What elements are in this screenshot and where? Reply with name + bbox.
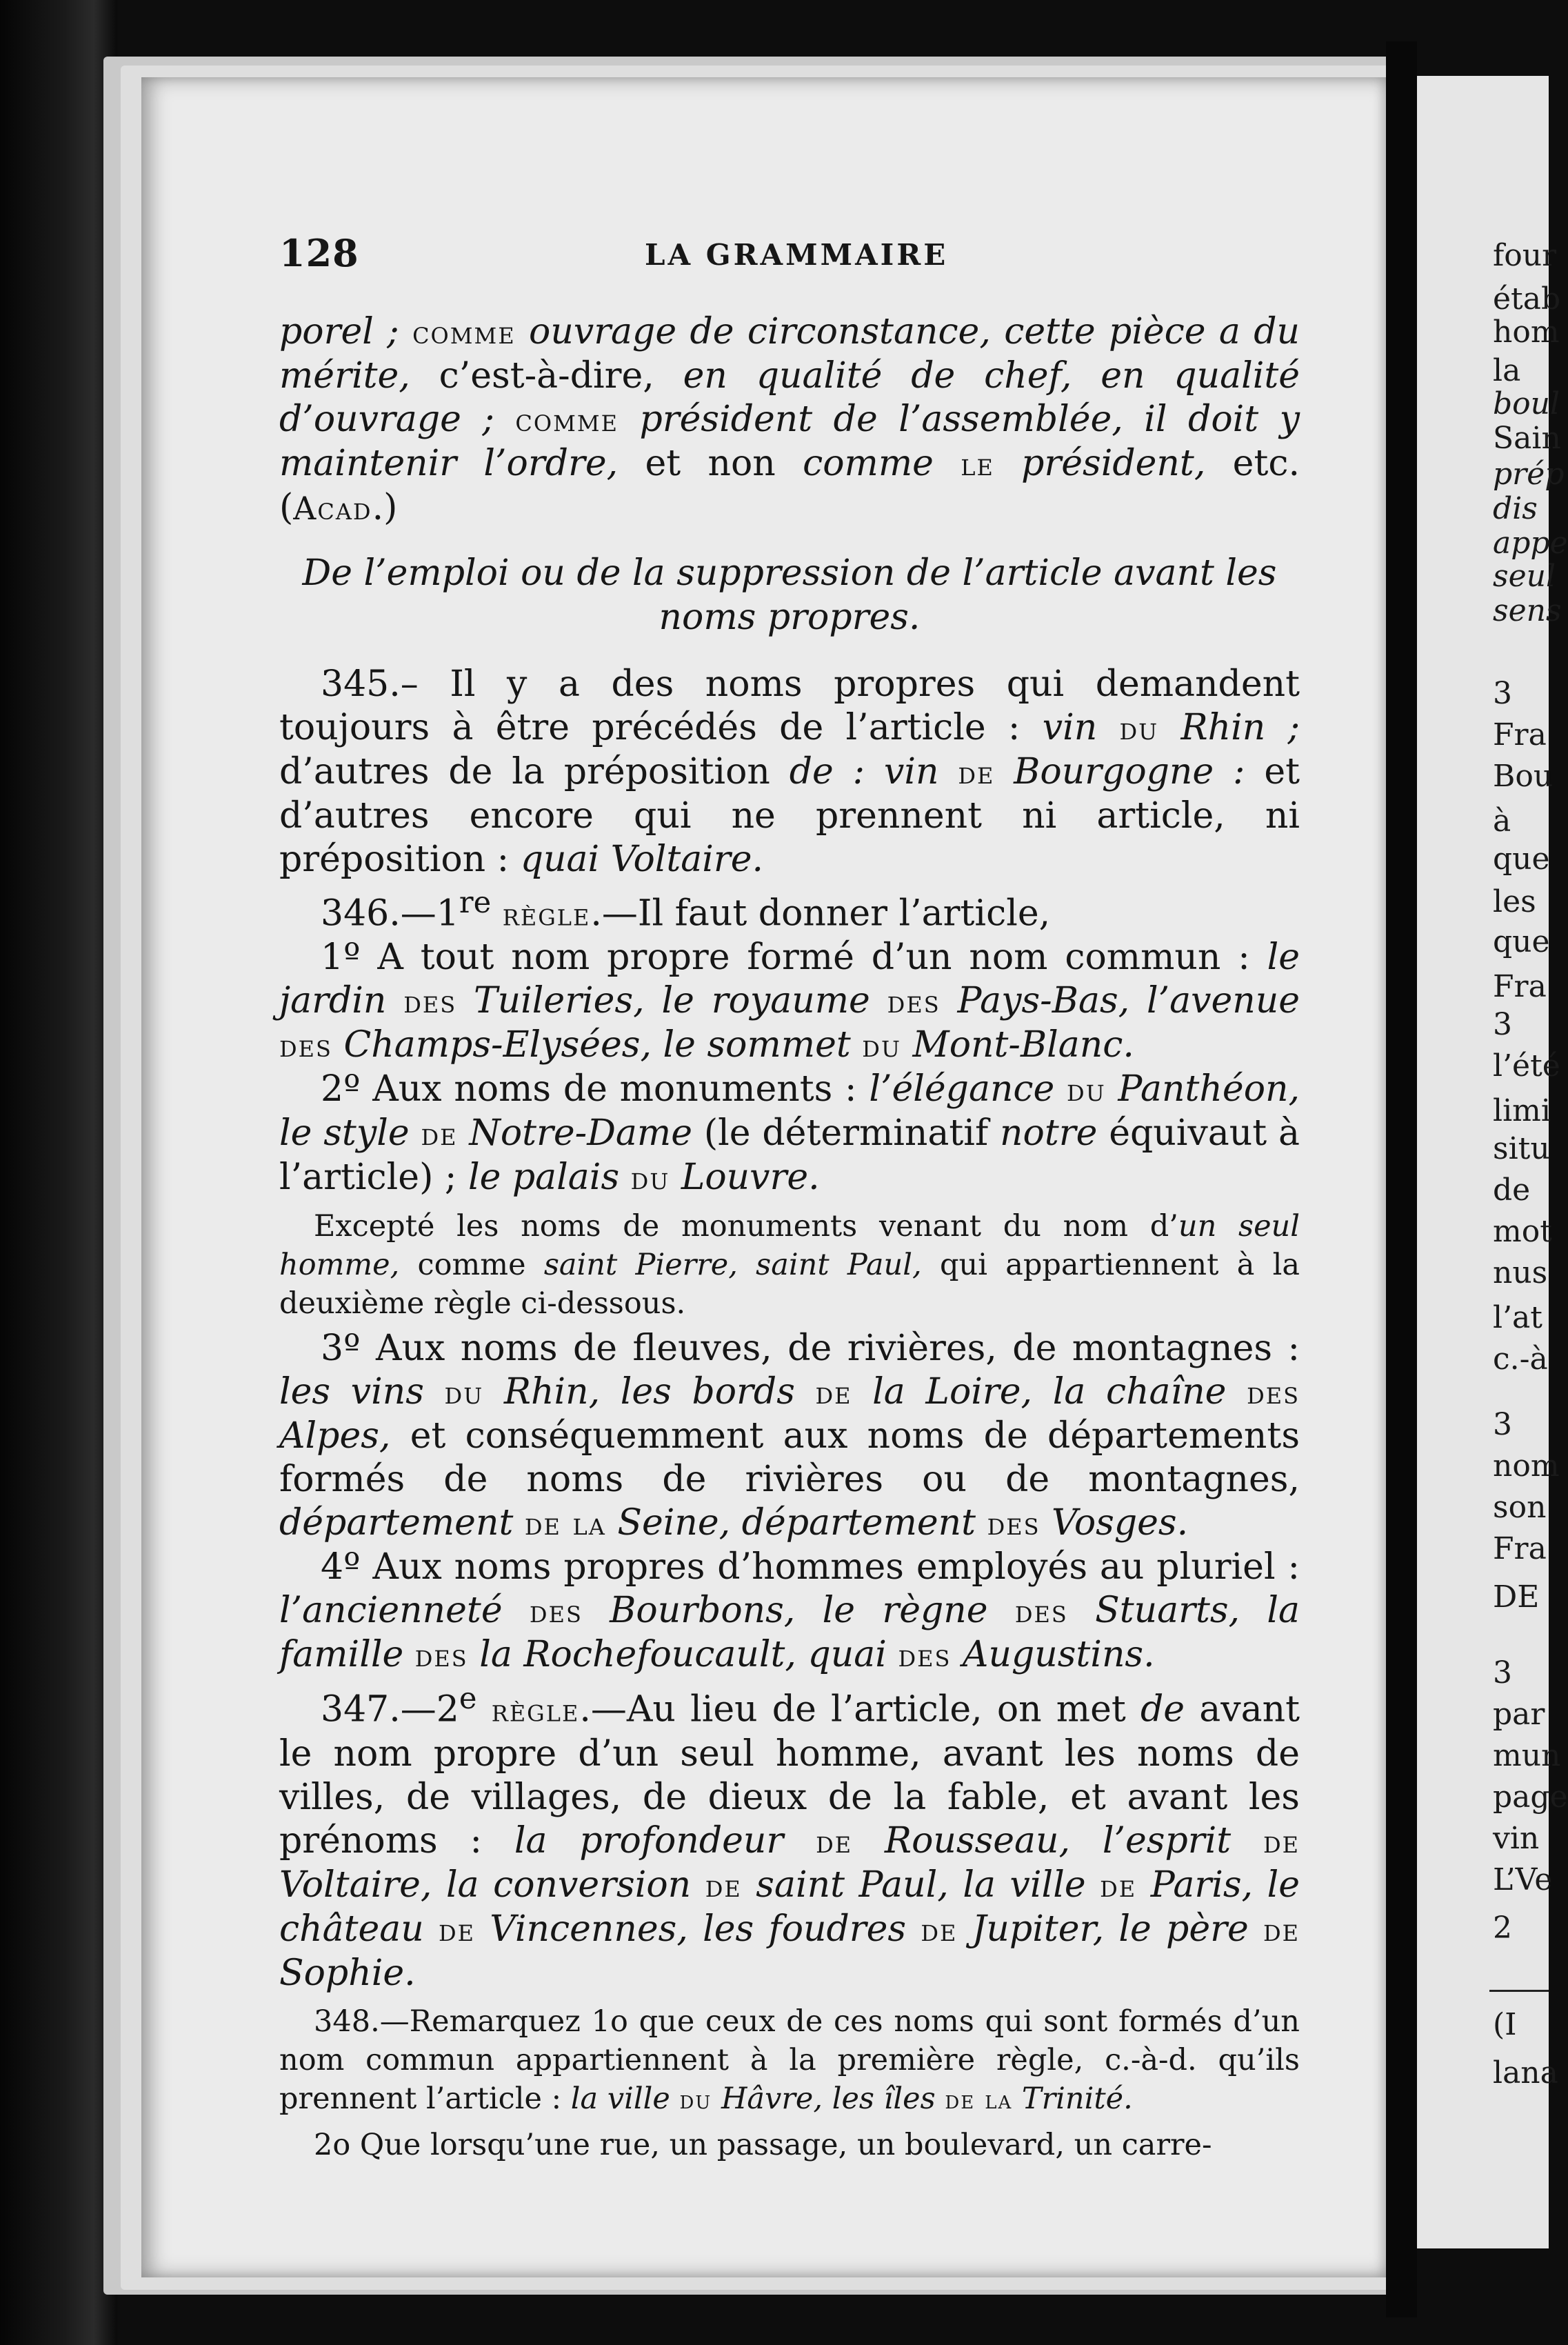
rule-4: 4º Aux noms propres d’hommes employés au pluriel : l’ancienneté des Bourbons, le règne des Stuarts, la famille des la Rochefoucault, quai des Augustins. [279, 1546, 1300, 1676]
right-page-fragment: dis [1493, 491, 1538, 526]
paragraph-continuation: porel ; comme ouvrage de circonstance, cette pièce a du mérite, c’est-à-dire, en qualité de chef, en qualité d’ouvrage ; comme président de l’assemblée, il doit y maintenir l’ordre, et non comme le président, etc. (Acad.) [279, 311, 1300, 528]
rule-1: 1º A tout nom propre formé d’un nom commun : le jardin des Tuileries, le royaume des Pays-Bas, l’avenue des Champs-Elysées, le sommet du Mont-Blanc. [279, 937, 1300, 1066]
note-exception: Excepté les noms de monuments venant du nom d’un seul homme, comme saint Pierre, saint Paul, qui appartiennent à la deuxième règle ci-dessous. [279, 1209, 1300, 1321]
right-page-fragment: L’Ve [1493, 1862, 1553, 1897]
right-page-fragment: 2 [1493, 1910, 1512, 1946]
right-page-fragment: Fra [1493, 717, 1547, 752]
right-page-fragment: l’été [1493, 1048, 1560, 1084]
right-page-fragment: la [1493, 353, 1521, 388]
right-page-fragment: lana [1493, 2055, 1558, 2090]
right-page-fragment: nus [1493, 1255, 1548, 1290]
right-page-fragment: 3 [1493, 1407, 1512, 1442]
right-page-fragment: page [1493, 1779, 1568, 1815]
right-page-fragment: limi [1493, 1093, 1551, 1128]
page-number: 128 [279, 231, 359, 275]
book-binding-left [0, 0, 117, 2345]
paragraph-346: 346.—1re règle.—Il faut donner l’article, [321, 886, 1051, 935]
right-page-fragment: DE [1493, 1579, 1540, 1615]
right-page-fragment: étab [1493, 281, 1561, 317]
book-gutter [1386, 41, 1417, 2317]
paragraph-345: 345.– Il y a des noms propres qui demandent toujours à être précédés de l’article : vin du Rhin ; d’autres de la préposition de : vin de Bourgogne : et d’autres encore qui ne prennent ni article, ni préposition : quai Voltaire. [279, 663, 1300, 880]
right-page-fragment: que [1493, 841, 1550, 877]
right-page-fragment: (I [1493, 2007, 1517, 2042]
right-page-fragment: hom [1493, 315, 1560, 350]
right-page-fragment: à [1493, 804, 1511, 839]
running-head [0, 231, 1549, 279]
right-page-fragment: Bou [1493, 759, 1554, 794]
paragraph-348-cont: 2o Que lorsqu’une rue, un passage, un boulevard, un carre- [314, 2127, 1212, 2162]
right-page-fragment: sens [1493, 593, 1562, 628]
page-body [279, 310, 1300, 2168]
right-page-fragment: par [1493, 1697, 1545, 1732]
right-page [1417, 76, 1568, 2248]
rule-3: 3º Aux noms de fleuves, de rivières, de montagnes : les vins du Rhin, les bords de la Loire, la chaîne des Alpes, et conséquemment aux noms de départements formés de noms de rivières ou de montagnes, département de la Seine, département des Vosges. [279, 1328, 1300, 1544]
right-page-fragment: son [1493, 1490, 1547, 1525]
right-page-fragment: 3 [1493, 1007, 1512, 1042]
right-page-fragment: l’at [1493, 1300, 1542, 1335]
right-page-fragment: seul [1493, 559, 1556, 594]
right-page-fragment: de [1493, 1172, 1531, 1208]
right-page-fragment: c.-à [1493, 1341, 1548, 1377]
right-page-fragment: Fra [1493, 969, 1547, 1004]
paragraph-347: 347.—2e règle.—Au lieu de l’article, on met de avant le nom propre d’un seul homme, avant les noms de villes, de villages, de dieux de la fable, et avant les prénoms : la profondeur de Rousseau, l’esprit de Voltaire, la conversion de saint Paul, la ville de Paris, le château de Vincennes, les foudres de Jupiter, le père de Sophie. [279, 1682, 1300, 1994]
right-page-fragment: 3 [1493, 1655, 1512, 1690]
section-heading: De l’emploi ou de la suppression de l’article avant les noms propres. [302, 552, 1277, 638]
right-page-fragment: Fra [1493, 1531, 1547, 1566]
right-page-fragment: nom [1493, 1448, 1560, 1484]
right-page-fragment: four [1493, 238, 1557, 273]
footnote-rule [1489, 1990, 1549, 1992]
right-page-fragment: boul [1493, 386, 1560, 421]
right-page-fragment: mun [1493, 1738, 1561, 1773]
right-page-fragment: mot [1493, 1214, 1552, 1249]
right-page-fragment: appe [1493, 526, 1568, 561]
right-page-fragment: vin [1493, 1821, 1540, 1856]
right-page-fragment: prép [1493, 457, 1565, 492]
running-title: LA GRAMMAIRE [645, 238, 949, 272]
right-page-fragment: situ [1493, 1131, 1550, 1166]
paragraph-348: 348.—Remarquez 1o que ceux de ces noms qui sont formés d’un nom commun appartiennent à la première règle, c.-à-d. qu’ils prennent l’article : la ville du Hâvre, les îles de la Trinité. [279, 2004, 1300, 2116]
right-page-fragment: que [1493, 924, 1550, 959]
right-page-fragment: les [1493, 884, 1536, 919]
rule-2: 2º Aux noms de monuments : l’élégance du Panthéon, le style de Notre-Dame (le déterminatif notre équivaut à l’article) ; le palais du Louvre. [279, 1068, 1300, 1199]
right-page-fragment: 3 [1493, 676, 1512, 711]
right-page-fragment: Sain [1493, 421, 1561, 456]
